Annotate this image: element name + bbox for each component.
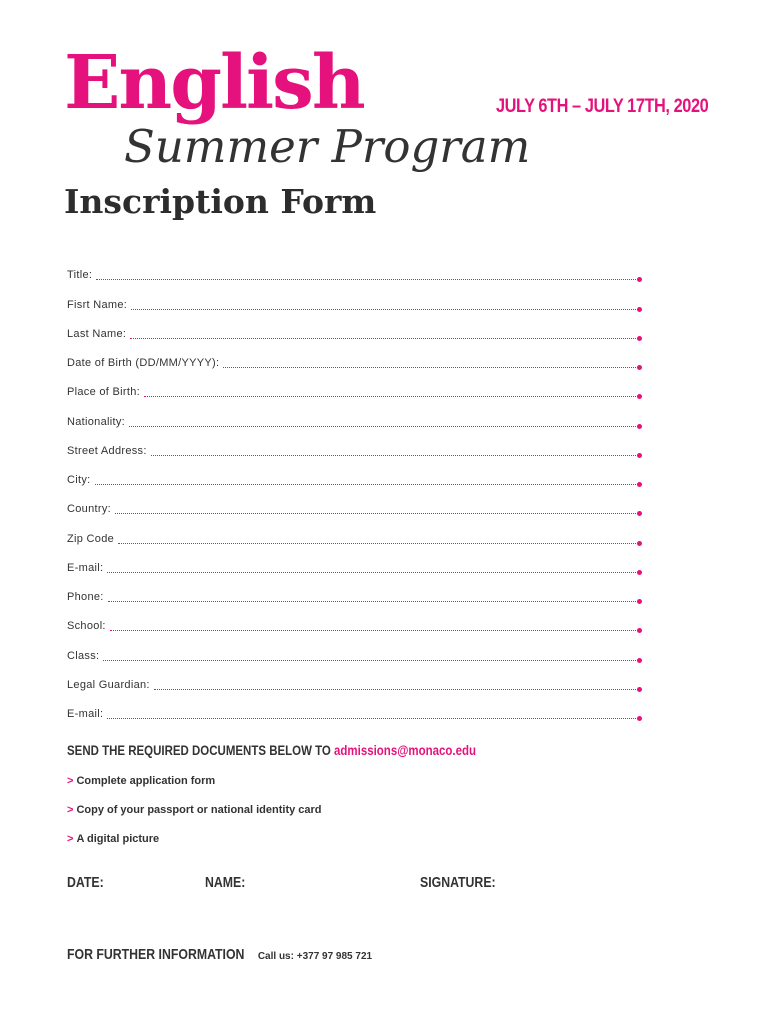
field-label: Nationality:: [67, 415, 126, 428]
line-end-dot: [637, 570, 642, 575]
program-dates: JULY 6TH – JULY 17TH, 2020: [496, 96, 709, 117]
field-label: City:: [67, 474, 91, 486]
document-item-label: Copy of your passport or national identity card: [76, 804, 322, 816]
line-end-dot: [637, 658, 642, 663]
name-label: NAME:: [205, 874, 246, 891]
field-email: [67, 554, 640, 583]
further-info-label: FOR FURTHER INFORMATION: [67, 946, 245, 963]
field-input-line[interactable]: [107, 718, 640, 719]
field-label: Phone:: [67, 591, 104, 603]
form-title: Inscription Form: [64, 182, 377, 221]
field-input-line[interactable]: [131, 309, 640, 310]
field-input-line[interactable]: [223, 367, 640, 368]
line-end-dot: [637, 453, 642, 458]
documents-list: [67, 775, 322, 862]
signature-label: SIGNATURE:: [420, 874, 496, 891]
field-input-line[interactable]: [154, 689, 640, 690]
line-end-dot: [637, 394, 642, 399]
list-item: [67, 804, 322, 833]
line-end-dot: [637, 687, 642, 692]
field-label: Date of Birth (DD/MM/YYYY):: [67, 357, 220, 369]
line-end-dot: [637, 365, 642, 370]
field-label: Street Address:: [67, 444, 147, 457]
phone-contact: Call us: +377 97 985 721: [257, 951, 373, 962]
field-label: Title:: [67, 269, 93, 282]
line-end-dot: [637, 482, 642, 487]
field-input-line[interactable]: [108, 601, 640, 602]
field-label: Zip Code: [67, 532, 115, 545]
field-country: [67, 495, 640, 524]
list-item: [67, 833, 322, 862]
field-legal-guardian: [67, 671, 640, 700]
field-label: Class:: [67, 649, 100, 662]
documents-heading: [67, 742, 476, 758]
documents-heading-text: SEND THE REQUIRED DOCUMENTS BELOW TO: [67, 742, 331, 758]
field-last-name: [67, 320, 640, 349]
field-city: [67, 466, 640, 495]
field-label: E-mail:: [67, 561, 104, 574]
line-end-dot: [637, 511, 642, 516]
field-input-line[interactable]: [130, 338, 640, 339]
document-item-label: Complete application form: [76, 775, 216, 787]
field-guardian-email: [67, 700, 640, 729]
field-label: Last Name:: [67, 327, 127, 340]
form-fields: [67, 261, 640, 729]
field-school: [67, 612, 640, 641]
field-date-of-birth: [67, 349, 640, 378]
program-title: English: [64, 40, 364, 126]
field-title: [67, 261, 640, 290]
field-street-address: [67, 437, 640, 466]
date-label: DATE:: [67, 874, 104, 891]
field-input-line[interactable]: [115, 513, 640, 514]
field-label: School:: [67, 620, 106, 633]
field-label: Fisrt Name:: [67, 298, 128, 311]
program-subtitle: Summer Program: [124, 120, 531, 173]
arrow-icon: >: [67, 804, 74, 816]
line-end-dot: [637, 599, 642, 604]
field-input-line[interactable]: [107, 572, 640, 573]
field-phone: [67, 583, 640, 612]
line-end-dot: [637, 277, 642, 282]
line-end-dot: [637, 628, 642, 633]
document-item-label: A digital picture: [76, 833, 160, 845]
footer-info: [67, 946, 372, 964]
line-end-dot: [637, 716, 642, 721]
field-input-line[interactable]: [129, 426, 640, 427]
field-zip-code: [67, 524, 640, 553]
line-end-dot: [637, 336, 642, 341]
field-label: Place of Birth:: [67, 386, 140, 399]
field-first-name: [67, 290, 640, 319]
field-place-of-birth: [67, 378, 640, 407]
arrow-icon: >: [67, 775, 74, 787]
field-input-line[interactable]: [144, 396, 640, 397]
field-input-line[interactable]: [95, 484, 641, 485]
field-input-line[interactable]: [118, 543, 640, 544]
field-label: E-mail:: [67, 708, 104, 720]
list-item: [67, 775, 322, 804]
field-input-line[interactable]: [103, 660, 640, 661]
field-input-line[interactable]: [96, 279, 640, 280]
field-input-line[interactable]: [151, 455, 640, 456]
arrow-icon: >: [67, 833, 74, 845]
field-class: [67, 641, 640, 670]
field-label: Legal Guardian:: [67, 678, 150, 691]
field-label: Country:: [67, 503, 111, 516]
line-end-dot: [637, 541, 642, 546]
field-input-line[interactable]: [110, 630, 640, 631]
admissions-email-link[interactable]: admissions@monaco.edu: [334, 742, 477, 758]
line-end-dot: [637, 424, 642, 429]
field-nationality: [67, 407, 640, 436]
line-end-dot: [637, 307, 642, 312]
